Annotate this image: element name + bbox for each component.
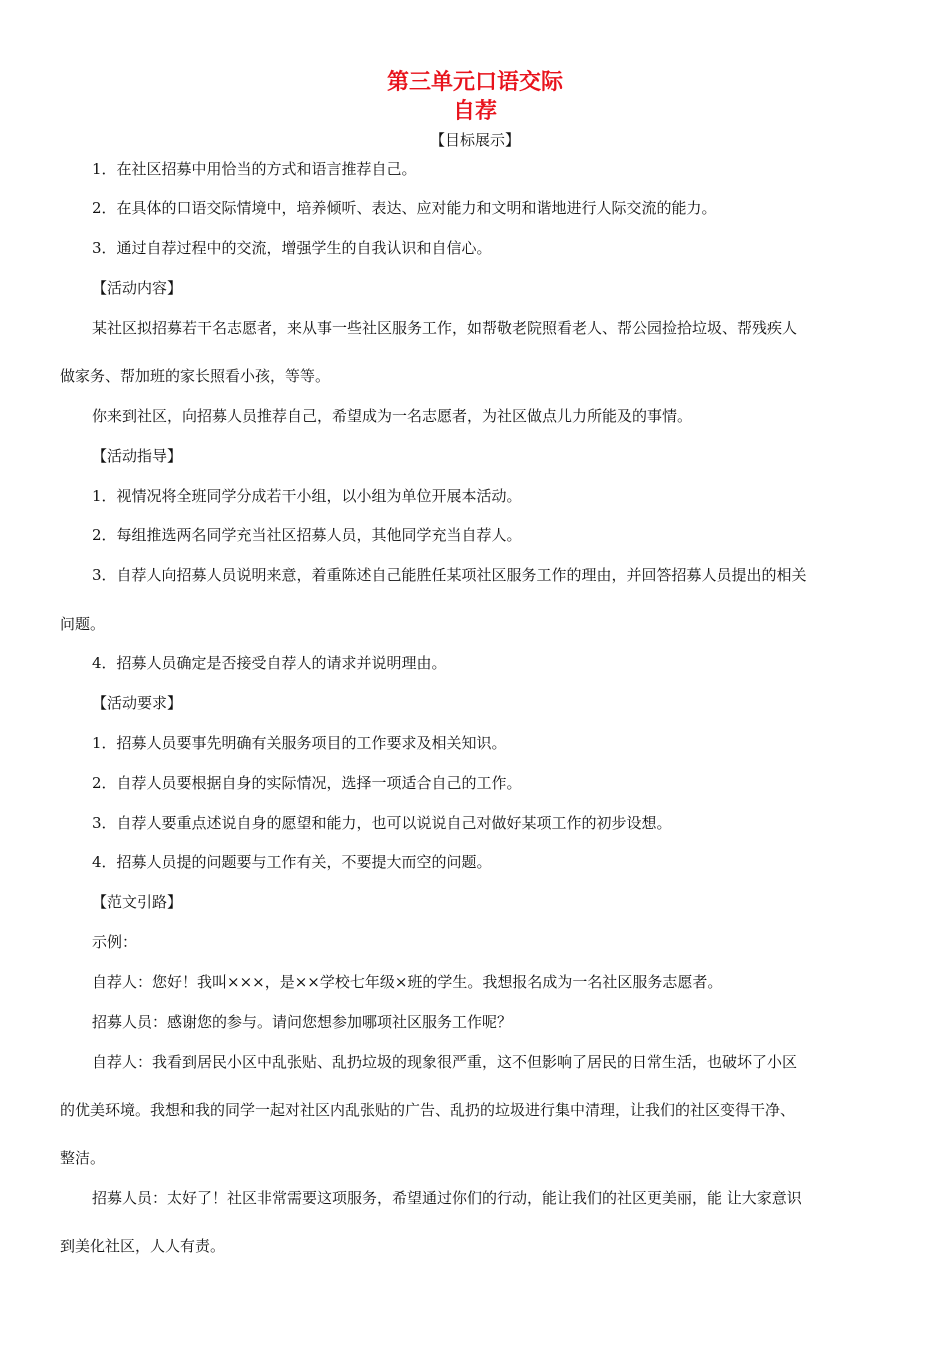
requirement-item-1: 1．招募人员要事先明确有关服务项目的工作要求及相关知识。 [92,734,507,752]
content-paragraph-1-line-1: 某社区拟招募若干名志愿者，来从事一些社区服务工作，如帮敬老院照看老人、帮公园捡拾垃圾、帮残疾人 [92,319,798,337]
content-paragraph-1-line-2: 做家务、帮加班的家长照看小孩，等等。 [60,367,331,385]
example-label: 示例： [92,933,138,951]
dialog-line-2: 招募人员：感谢您的参与。请问您想参加哪项社区服务工作呢？ [92,1013,513,1031]
guide-item-1: 1．视情况将全班同学分成若干小组，以小组为单位开展本活动。 [92,487,522,505]
goal-item-1: 1．在社区招募中用恰当的方式和语言推荐自己。 [92,160,417,178]
dialog-line-4-part-2: 到美化社区，人人有责。 [60,1237,226,1255]
dialog-line-3-part-3: 整洁。 [60,1149,106,1167]
goal-item-3: 3．通过自荐过程中的交流，增强学生的自我认识和自信心。 [92,239,492,257]
guide-item-3-line-2: 问题。 [60,615,106,633]
dialog-line-3-part-2: 的优美环境。我想和我的同学一起对社区内乱张贴的广告、乱扔的垃圾进行集中清理，让我们的社区变得干净、 [60,1101,796,1119]
requirements-heading: 【活动要求】 [92,694,183,712]
requirement-item-4: 4．招募人员提的问题要与工作有关，不要提大而空的问题。 [92,853,492,871]
guide-item-4: 4．招募人员确定是否接受自荐人的请求并说明理由。 [92,654,447,672]
dialog-line-1: 自荐人：您好！我叫×××，是××学校七年级×班的学生。我想报名成为一名社区服务志愿者。 [92,973,723,991]
goal-item-2: 2．在具体的口语交际情境中，培养倾听、表达、应对能力和文明和谐地进行人际交流的能力。 [92,199,717,217]
example-heading: 【范文引路】 [92,893,183,911]
page-title: 第三单元口语交际 [386,70,563,95]
content-heading: 【活动内容】 [92,279,183,297]
dialog-line-4-part-1: 招募人员：太好了！社区非常需要这项服务，希望通过你们的行动，能让我们的社区更美丽，能 让大家意识 [92,1189,802,1207]
dialog-line-3-part-1: 自荐人：我看到居民小区中乱张贴、乱扔垃圾的现象很严重，这不但影响了居民的日常生活，也破坏了小区 [92,1053,798,1071]
requirement-item-3: 3．自荐人要重点述说自身的愿望和能力，也可以说说自己对做好某项工作的初步设想。 [92,814,672,832]
requirement-item-2: 2．自荐人员要根据自身的实际情况，选择一项适合自己的工作。 [92,774,522,792]
guide-item-2: 2．每组推选两名同学充当社区招募人员，其他同学充当自荐人。 [92,526,522,544]
guide-item-3-line-1: 3．自荐人向招募人员说明来意，着重陈述自己能胜任某项社区服务工作的理由，并回答招募人员提出的相关 [92,566,807,584]
goals-heading: 【目标展示】 [429,131,520,149]
guide-heading: 【活动指导】 [92,447,183,465]
page-subtitle: 自荐 [452,99,497,124]
content-paragraph-2: 你来到社区，向招募人员推荐自己，希望成为一名志愿者，为社区做点儿力所能及的事情。 [92,407,693,425]
